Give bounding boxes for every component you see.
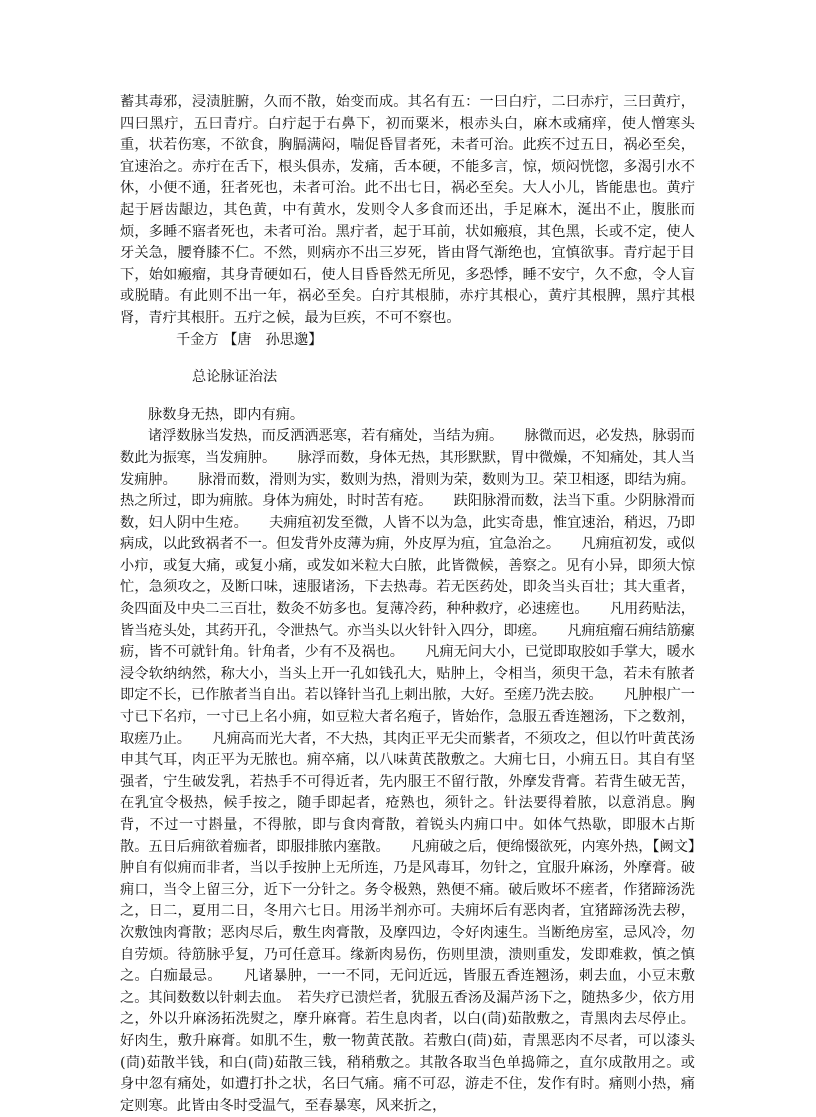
document-page <box>120 92 710 1117</box>
section-title: 总论脉证治法 <box>192 369 278 386</box>
body-paragraph-1: 脉数身无热，即内有痈。 <box>148 406 305 423</box>
source-attribution: 千金方 【唐 孙思邈】 <box>176 331 323 348</box>
body-paragraph-2: 诸浮数脉当发热，而反洒洒恶寒，若有痛处，当结为痈。 脉微而迟，必发热，脉弱而数此为振寒，当发痈肿。 脉浮而数，身体无热，其形默默，胃中微燥，不知痛处，其人当发痈肿。 脉滑而数，滑则为实，数则为热，滑则为荣，数则为卫。荣卫相逐，即结为痈。热之所过，即为痈脓。身体为痈处，时时苦有疮。 趺阳脉滑而数，法当下重。少阴脉滑而数，妇人阴中生疮。 夫痈疽初发至微，人皆不以为急，此实奇患，惟宜速治，稍迟，乃即病成，以此致祸者不一。但发背外皮薄为痈，外皮厚为疽，宜急治之。 凡痈疽初发，或似小疖，或复大痛，或复小痛，或发如米粒大白脓，此皆微候，善察之。见有小异，即须大惊忙，急须攻之，及断口味，速服诸汤，下去热毒。若无医药处，即灸当头百壮；其大重者，灸四面及中央二三百壮，数灸不妨多也。复薄冷药，种种救疗，必速瘥也。 凡用药贴法，皆当疮头处，其药开孔，令泄热气。亦当头以火针针入四分，即瘥。 凡痈疽瘤石痈结筋瘰疬，皆不可就针角。针角者，少有不及祸也。 凡痈无问大小，已觉即取胶如手掌大，暖水浸令软纳纳然，称大小，当头上开一孔如钱孔大，贴肿上，令相当，须臾干急，若未有脓者即定不长，已作脓者当自出。若以锋针当孔上刺出脓，大好。至瘥乃洗去胶。 凡肿根广一寸已下名疖，一寸已上名小痈，如豆粒大者名疱子，皆始作，急服五香连翘汤，下之数剂，取瘥乃止。 凡痈高而光大者，不大热，其肉正平无尖而紫者，不须攻之，但以竹叶黄芪汤申其气耳，肉正平为无脓也。痈卒痛，以八味黄芪散敷之。大痈七日，小痈五日。其自有坚强者，宁生破发乳，若热手不可得近者，先内服王不留行散，外摩发背膏。若背生破无苦，在乳宜令极热，候手按之，随手即起者，疮熟也，须针之。针法要得着脓，以意消息。胸背，不过一寸斟量，不得脓，即与食肉膏散，着锐头内痈口中。如体气热歇，即服木占斯散。五日后痈欲着痂者，即服排脓内塞散。 凡痈破之后，便绵惙欲死，内寒外热，【阙文】 肿自有似痈而非者，当以手按肿上无所连，乃是风毒耳，勿针之，宜服升麻汤，外摩膏。破痈口，当令上留三分，近下一分针之。务令极熟，熟便不痛。破后败坏不瘥者，作猪蹄汤洗之，日二，夏用二日，冬用六七日。用汤半剂亦可。夫痈坏后有恶肉者，宜猪蹄汤洗去秽，次敷蚀肉膏散；恶肉尽后，敷生肉膏散，及摩四边，令好肉速生。当断绝房室，忌风冷，勿自劳烦。待筋脉乎复，乃可任意耳。缘新肉易伤，伤则里溃，溃则重发，发即难救，慎之慎之。白痂最忌。 凡诸暴肿，一一不同，无问近远，皆服五香连翘汤，刺去血，小豆末敷之。其间数数以针刺去血。 若失疗已溃烂者，犹服五香汤及漏芦汤下之，随热多少，依方用之，外以升麻汤拓洗熨之，摩升麻膏。若生息肉者，以白(茼)茹散敷之，青黑肉去尽停止。好肉生，敷升麻膏。如肌不生，敷一物黄芪散。若敷白(茼)茹，青黑恶肉不尽者，可以漆头(茼)茹散半钱，和白(茼)茹散三钱，稍稍敷之。其散各取当色单捣筛之，直尔成散用之。或身中忽有痛处，如遭打扑之状，名曰气痛。痛不可忍，游走不住，发作有时。痛则小热，痛定则寒。此皆由冬时受温气，至春暴寒，风来折之， <box>120 428 710 1114</box>
opening-paragraph: 蓄其毒邪，浸渍脏腑，久而不散，始变而成。其名有五：一曰白疔，二曰赤疔，三曰黄疔，四曰黑疔，五曰青疔。白疔起于右鼻下，初而粟米，根赤头白，麻木或痛痒，使人憎寒头重，状若伤寒，不欲食，胸膈满闷，喘促昏冒者死，未者可治。此疾不过五日，祸必至矣，宜速治之。赤疔在舌下，根头俱赤，发痛，舌本硬，不能多言，惊，烦闷恍惚，多渴引水不休，小便不通，狂者死也，未者可治。此不出七日，祸必至矣。大人小儿，皆能患也。黄疔起于唇齿龈边，其色黄，中有黄水，发则令人多食而还出，手足麻木，涎出不止，腹胀而烦，多睡不寤者死也，未者可治。黑疔者，起于耳前，状如瘢痕，其色黑，长或不定，使人牙关急，腰脊膝不仁。不然，则病亦不出三岁死，皆由肾气渐绝也，宜慎欲事。青疔起于目下，始如瘢瘤，其身青硬如石，使人目昏昏然无所见，多恐悸，睡不安宁，久不愈，令人盲或脱睛。有此则不出一年，祸必至矣。白疔其根肺，赤疔其根心，黄疔其根脾，黑疔其根肾，青疔其根肝。五疔之候，最为巨疾，不可不察也。 <box>120 94 695 326</box>
